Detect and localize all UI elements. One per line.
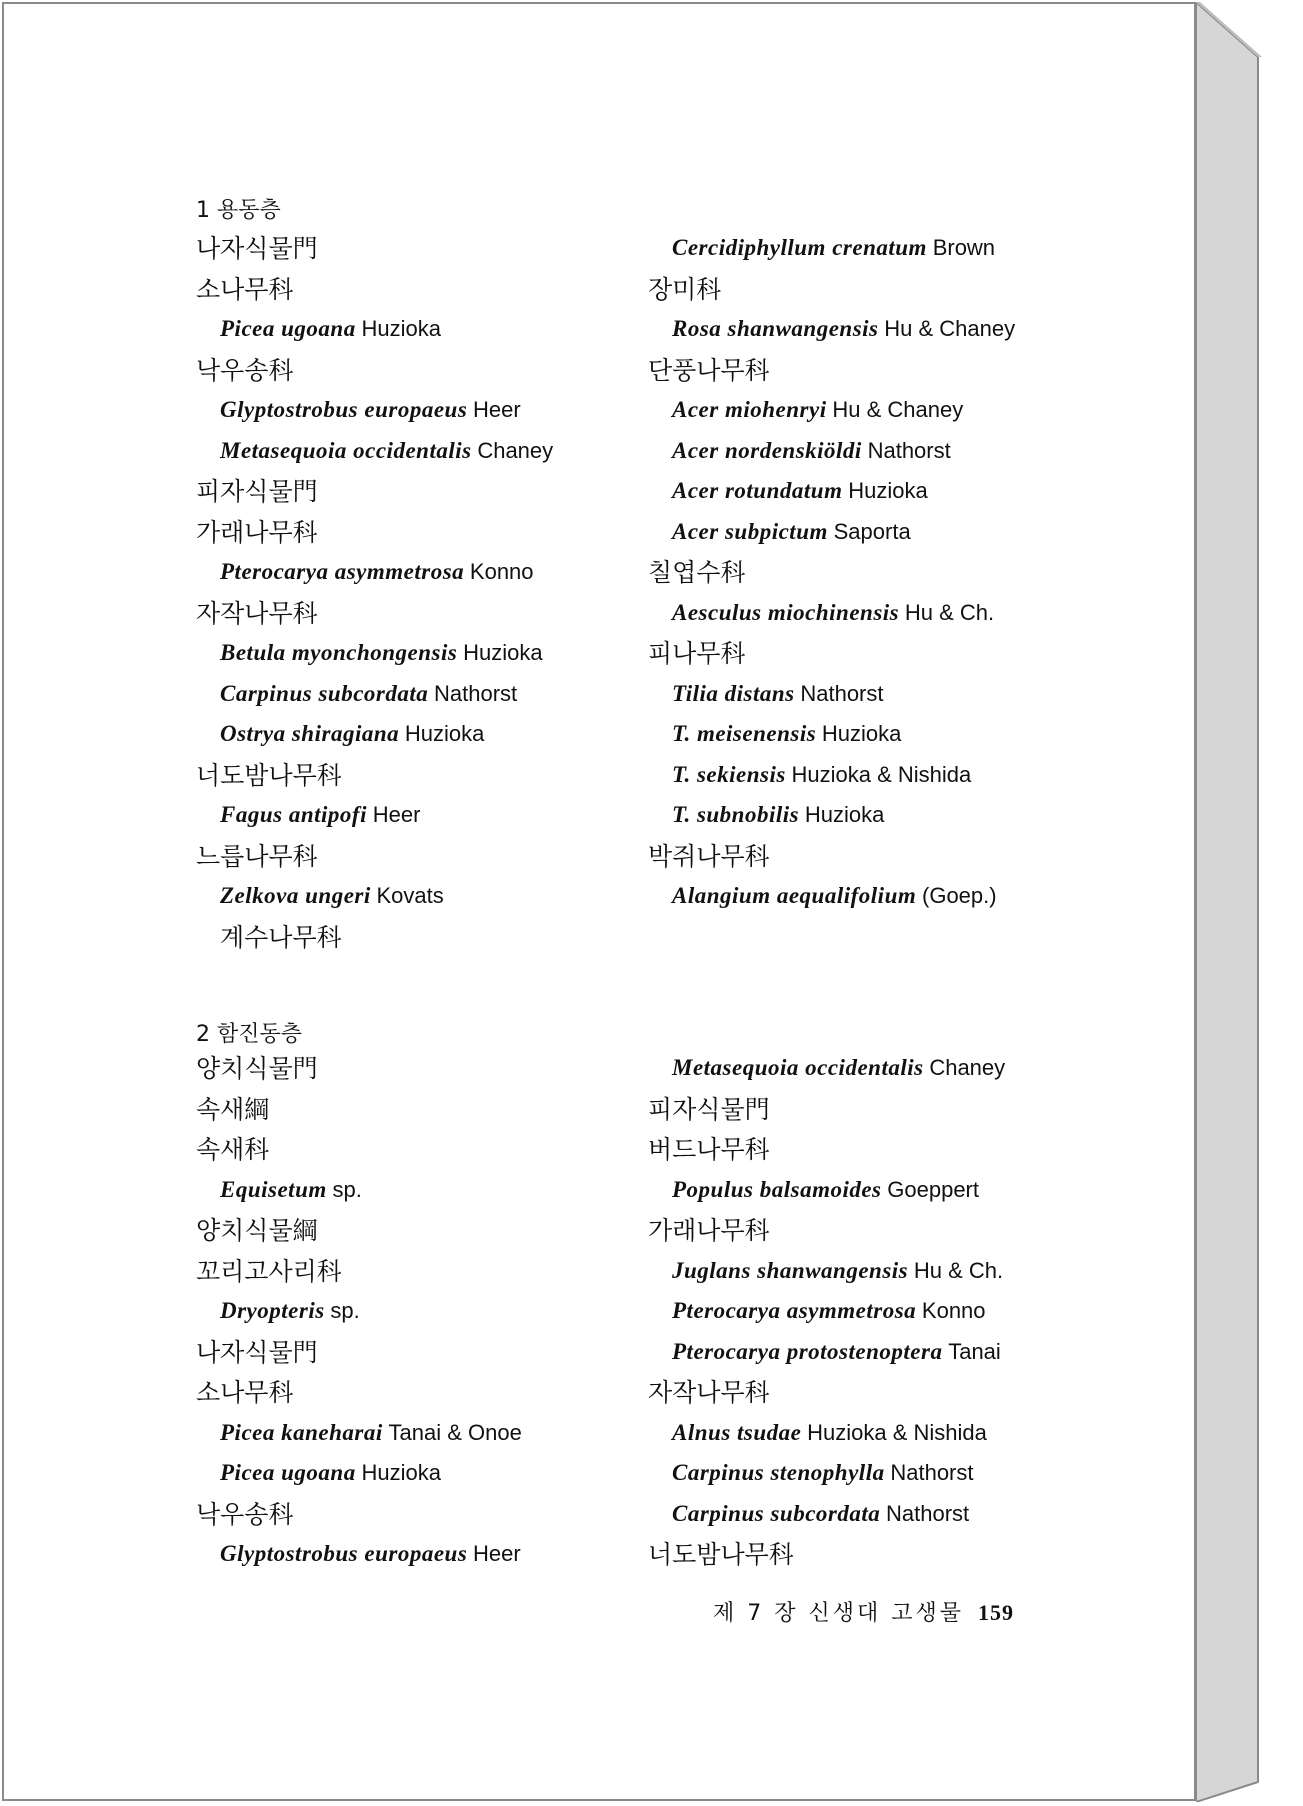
species-entry (220, 884, 444, 907)
species-entry (672, 479, 928, 502)
species-entry (220, 1461, 441, 1484)
species-author: Goeppert (887, 1177, 979, 1202)
species-name: Populus balsamoides (672, 1177, 882, 1202)
taxon-heading: 계수나무科 (220, 923, 342, 952)
taxon-heading: 칠엽수科 (648, 558, 746, 587)
species-entry (672, 520, 911, 543)
taxon-heading: 나자식물門 (196, 1338, 318, 1367)
page-footer (713, 1596, 1014, 1627)
taxon-heading: 버드나무科 (648, 1135, 770, 1164)
taxon-heading: 너도밤나무科 (648, 1540, 794, 1569)
taxon-heading: 속새科 (196, 1135, 270, 1164)
species-name: Alnus tsudae (672, 1420, 802, 1445)
species-name: T. sekiensis (672, 762, 786, 787)
taxon-heading: 꼬리고사리科 (196, 1257, 342, 1286)
page-number: 159 (978, 1600, 1014, 1625)
species-name: Aesculus miochinensis (672, 600, 900, 625)
species-entry (220, 722, 484, 745)
species-author: Huzioka (821, 721, 902, 746)
species-author: Chaney (477, 438, 554, 463)
species-author: sp. (332, 1177, 362, 1202)
species-name: Glyptostrobus europaeus (220, 1541, 468, 1566)
species-author: Konno (469, 559, 534, 584)
species-entry (220, 641, 543, 664)
taxon-heading: 자작나무科 (196, 599, 318, 628)
species-author: Konno (921, 1298, 986, 1323)
taxon-heading: 나자식물門 (196, 234, 318, 263)
species-entry (220, 1299, 360, 1322)
species-name: T. subnobilis (672, 802, 800, 827)
species-name: Pterocarya protostenoptera (672, 1339, 943, 1364)
taxon-heading: 가래나무科 (196, 518, 318, 547)
species-author: Nathorst (886, 1501, 970, 1526)
taxon-heading: 피나무科 (648, 639, 746, 668)
taxon-heading: 느릅나무科 (196, 842, 318, 871)
species-name: Picea ugoana (220, 1460, 356, 1485)
species-name: Cercidiphyllum crenatum (672, 235, 927, 260)
species-entry (672, 601, 994, 624)
species-name: T. meisenensis (672, 721, 817, 746)
species-name: Acer nordenskiöldi (672, 438, 862, 463)
species-author: Heer (372, 802, 421, 827)
species-name: Equisetum (220, 1177, 327, 1202)
species-entry (672, 1299, 986, 1322)
chapter-title: 제 7 장 신생대 고생물 (713, 1601, 964, 1626)
page-edge-3d (1196, 2, 1266, 1802)
species-name: Tilia distans (672, 681, 795, 706)
species-author: Huzioka (804, 802, 885, 827)
taxon-heading: 자작나무科 (648, 1378, 770, 1407)
species-entry (672, 1259, 1003, 1282)
species-author: Nathorst (434, 681, 518, 706)
species-entry (220, 682, 517, 705)
species-entry (672, 236, 995, 259)
species-entry (672, 722, 901, 745)
taxon-heading: 가래나무科 (648, 1216, 770, 1245)
species-author: Huzioka (361, 316, 441, 341)
species-entry (672, 763, 971, 786)
species-author: Hu & Ch. (904, 600, 995, 625)
species-name: Alangium aequalifolium (672, 883, 917, 908)
species-name: Dryopteris (220, 1298, 325, 1323)
species-author: sp. (330, 1298, 360, 1323)
species-entry (672, 803, 884, 826)
species-author: Huzioka (463, 640, 543, 665)
species-name: Fagus antipofi (220, 802, 367, 827)
species-entry (220, 1542, 521, 1565)
species-entry (220, 439, 553, 462)
species-entry (220, 398, 521, 421)
species-author: Huzioka (404, 721, 485, 746)
species-entry (672, 1461, 974, 1484)
section-1-header: 1 용동층 (196, 198, 281, 223)
species-name: Picea ugoana (220, 316, 356, 341)
taxon-heading: 양치식물綱 (196, 1216, 318, 1245)
taxon-heading: 소나무科 (196, 275, 294, 304)
taxon-heading: 낙우송科 (196, 1500, 294, 1529)
species-author: Tanai (948, 1339, 1001, 1364)
section-2-header: 2 함진동층 (196, 1022, 302, 1047)
species-author: Huzioka & Nishida (807, 1420, 987, 1445)
species-name: Zelkova ungeri (220, 883, 371, 908)
species-name: Ostrya shiragiana (220, 721, 400, 746)
species-entry (672, 884, 997, 907)
species-name: Carpinus subcordata (672, 1501, 881, 1526)
species-author: Chaney (929, 1055, 1006, 1080)
species-author: Nathorst (800, 681, 884, 706)
species-name: Glyptostrobus europaeus (220, 397, 468, 422)
species-author: Saporta (833, 519, 911, 544)
taxon-heading: 피자식물門 (196, 477, 318, 506)
species-name: Juglans shanwangensis (672, 1258, 909, 1283)
species-author: Hu & Ch. (913, 1258, 1004, 1283)
species-name: Rosa shanwangensis (672, 316, 879, 341)
taxon-heading: 양치식물門 (196, 1054, 318, 1083)
species-author: Heer (473, 397, 521, 422)
species-entry (672, 1056, 1005, 1079)
taxon-heading: 소나무科 (196, 1378, 294, 1407)
species-entry (220, 317, 441, 340)
taxon-heading: 피자식물門 (648, 1095, 770, 1124)
species-name: Acer rotundatum (672, 478, 843, 503)
species-entry (220, 803, 420, 826)
species-name: Metasequoia occidentalis (672, 1055, 924, 1080)
species-name: Pterocarya asymmetrosa (220, 559, 465, 584)
species-author: Hu & Chaney (832, 397, 964, 422)
taxon-heading: 낙우송科 (196, 356, 294, 385)
taxon-heading: 단풍나무科 (648, 356, 770, 385)
species-author: Huzioka & Nishida (791, 762, 972, 787)
species-entry (672, 1340, 1001, 1363)
species-name: Picea kaneharai (220, 1420, 383, 1445)
taxon-heading: 박쥐나무科 (648, 842, 770, 871)
species-author: Tanai & Onoe (388, 1420, 522, 1445)
species-entry (672, 398, 963, 421)
species-name: Carpinus stenophylla (672, 1460, 885, 1485)
species-author: Hu & Chaney (884, 316, 1016, 341)
species-name: Acer subpictum (672, 519, 828, 544)
species-author: Brown (932, 235, 996, 260)
species-entry (672, 1502, 969, 1525)
species-entry (672, 439, 951, 462)
species-name: Pterocarya asymmetrosa (672, 1298, 917, 1323)
species-entry (220, 1421, 522, 1444)
species-author: (Goep.) (922, 883, 997, 908)
taxon-heading: 속새綱 (196, 1095, 270, 1124)
species-author: Huzioka (361, 1460, 441, 1485)
species-name: Betula myonchongensis (220, 640, 458, 665)
book-page (2, 2, 1196, 1801)
species-entry (672, 1178, 979, 1201)
species-entry (672, 1421, 987, 1444)
species-name: Metasequoia occidentalis (220, 438, 472, 463)
species-author: Nathorst (867, 438, 951, 463)
species-entry (220, 560, 534, 583)
species-author: Nathorst (890, 1460, 974, 1485)
species-author: Heer (473, 1541, 521, 1566)
species-name: Carpinus subcordata (220, 681, 429, 706)
species-author: Kovats (376, 883, 444, 908)
species-author: Huzioka (848, 478, 928, 503)
taxon-heading: 장미科 (648, 275, 722, 304)
species-entry (672, 317, 1015, 340)
species-entry (672, 682, 884, 705)
species-name: Acer miohenryi (672, 397, 827, 422)
species-entry (220, 1178, 362, 1201)
taxon-heading: 너도밤나무科 (196, 761, 342, 790)
